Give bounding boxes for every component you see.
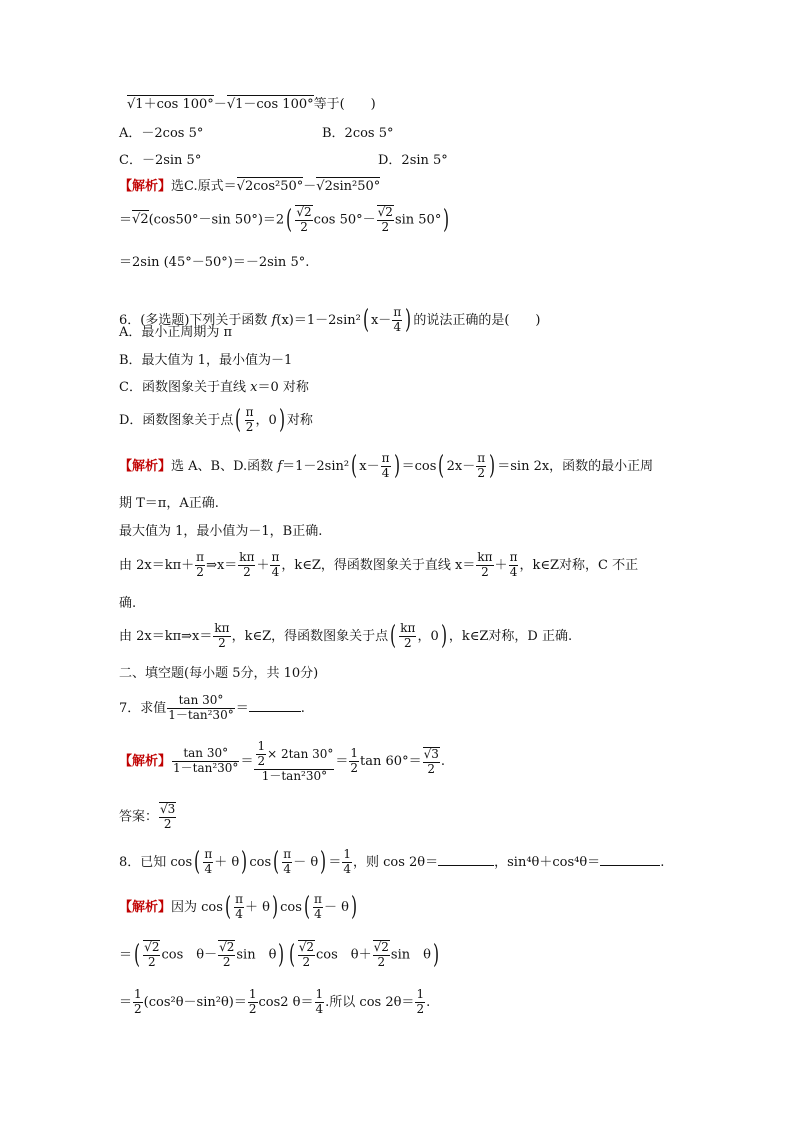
frac-den: 2 (427, 761, 436, 776)
q7-solution (119, 740, 445, 783)
q6-frac-pi2 (195, 551, 205, 580)
q8-stem-pre: 8．已知 cos (119, 854, 193, 870)
paren-close: ) (271, 892, 279, 923)
q7-sol-eq: ＝ (335, 754, 349, 770)
frac-den: 4 (393, 319, 402, 334)
q6-sol4-arrow: ⇒x＝ (206, 557, 238, 573)
q5-stem-tail: 等于( ) (313, 97, 376, 112)
q8-sol2c: cos θ＋ (316, 947, 372, 963)
frac-den: 2 (404, 635, 412, 650)
q6-sol1-tail: ＝sin 2x，函数的最小正周 (497, 458, 654, 474)
q8-eq: ＝ (119, 994, 133, 1010)
q6-sol4-tail: ，k∈Z对称，C 不正 (519, 557, 639, 573)
q6-sol4-pre: 由 2x＝kπ＋ (119, 557, 195, 573)
q6-solution-line4 (119, 551, 638, 580)
frac-num: kπ (400, 621, 416, 635)
q7-sol-eq: ＝ (240, 754, 254, 770)
frac-num: 1 (248, 987, 257, 1001)
q7-half (349, 747, 359, 776)
paren-close: ) (440, 621, 447, 652)
q6-func-name: f (277, 458, 283, 474)
paren-open: ( (390, 621, 397, 652)
q8-sol2a: cos θ－ (161, 947, 218, 963)
q8-cos: cos (280, 899, 302, 915)
frac-den: 1－tan²30° (173, 761, 239, 776)
solution-tag: 【解析】 (119, 179, 172, 194)
q8-frac-half (415, 988, 425, 1017)
q6-option-b: B．最大值为 1，最小值为－1 (119, 353, 293, 368)
paren-open: ( (362, 305, 369, 336)
solution-tag: 【解析】 (119, 899, 172, 915)
paren-close: ) (278, 405, 285, 436)
paren-close: ) (393, 451, 400, 482)
frac-den: 2 (350, 761, 359, 776)
frac-num: √ 2 (143, 940, 160, 956)
frac-den: 4 (314, 906, 322, 921)
q5-root-b: √ 1－cos 100° (227, 95, 314, 112)
q7-tan60: tan 60°＝ (360, 754, 422, 770)
frac-num: tan 30° (167, 694, 234, 709)
frac-num: √ 3 (159, 802, 176, 818)
q5-sol1-root2: √ 2sin²50° (316, 177, 380, 194)
frac-num: kπ (239, 550, 255, 564)
frac-den: 4 (315, 1001, 324, 1016)
paren-close: ) (405, 305, 412, 336)
q7-big-frac (254, 740, 334, 783)
frac-den: 1－tan²30° (168, 707, 234, 722)
frac-num: 1 (350, 746, 359, 761)
frac-num: √ 2 (218, 940, 235, 956)
q8-frac-14 (315, 988, 325, 1017)
q7-result (423, 747, 440, 777)
frac-num: π (235, 892, 243, 906)
frac-num: kπ (214, 621, 230, 635)
q6-plus: ＋ (494, 557, 508, 573)
frac-den: 2 (381, 219, 390, 234)
frac-den: 2 (218, 635, 226, 650)
section-heading: 二、填空题(每小题 5分，共 10分) (119, 666, 319, 681)
frac-den: 4 (271, 564, 280, 579)
q6-solution-line5: 确. (119, 596, 137, 611)
q5-root-a: √ 1＋cos 100° (127, 95, 214, 112)
q7-half (256, 740, 266, 769)
frac-den: 2 (377, 954, 386, 969)
q5-frac-2 (377, 205, 394, 235)
paren-close: ) (432, 939, 440, 970)
q6-opt-d-mid: ，0 (255, 412, 277, 428)
q5-sol2-root: √ 2 (132, 210, 149, 227)
q6-solution-line6 (119, 622, 572, 651)
q6-func-name: f (271, 312, 277, 328)
q8-p2: － θ (293, 854, 319, 870)
q6-frac-pi4 (392, 306, 402, 335)
q6-option-d (119, 406, 313, 435)
q6-sol4-mid: ，k∈Z，得函数图象关于直线 x＝ (281, 557, 476, 573)
solution-tag: 【解析】 (119, 458, 172, 474)
frac-den: 2 (243, 564, 251, 579)
paren-open: ( (286, 204, 293, 235)
q8-sol3c: .所以 cos 2θ＝ (325, 994, 415, 1010)
q8-sol3b: cos2 θ＝ (258, 994, 314, 1010)
q8-sol3d: . (426, 994, 431, 1010)
frac-num: √ 3 (423, 747, 440, 763)
frac-den: 2 (300, 219, 308, 234)
frac-den: 2 (257, 753, 266, 768)
q5-sol1-text: 选C.原式＝ (171, 179, 237, 194)
q8-frac-r2 (373, 940, 390, 970)
q6-opt-d-tail: 对称 (286, 412, 313, 428)
q5-sol2-eq: ＝ (119, 212, 133, 228)
frac-den: 2 (245, 419, 254, 434)
frac-num: π (509, 550, 518, 564)
paren-open: ( (288, 939, 295, 970)
frac-num: π (245, 405, 254, 419)
q8-solution-line2 (119, 940, 441, 970)
q8-sol2d: sin θ (390, 947, 431, 963)
frac-den: 1－tan²30° (261, 768, 328, 783)
frac-den: 2 (196, 564, 204, 579)
q6-opt-c-pre: C．函数图象关于直线 (119, 380, 251, 395)
q7-num-tail: × 2tan 30° (267, 746, 334, 761)
frac-den: 4 (283, 861, 292, 876)
q6-opt-c-tail: ＝0 对称 (257, 380, 309, 395)
frac-num: 1 (343, 847, 351, 861)
q7-frac (172, 747, 239, 776)
q6-sol1-eq: ＝cos (401, 458, 437, 474)
frac-num: π (477, 451, 486, 465)
frac-den: 2 (481, 564, 489, 579)
q6-sol1-2x: 2x－ (446, 458, 476, 474)
q8-sol2b: sin θ (236, 947, 277, 963)
frac-num: π (393, 305, 402, 319)
q6-solution-line2: 期 T＝π，A正确. (119, 496, 219, 511)
solution-tag: 【解析】 (119, 754, 172, 770)
q7-end: . (300, 700, 305, 716)
paren-close: ) (278, 939, 285, 970)
q8-solution-line1 (119, 893, 359, 922)
q6-sol6-pre: 由 2x＝kπ⇒x＝ (119, 628, 213, 644)
q8-answer-blank-2[interactable] (600, 865, 660, 866)
q6-sol6-mid: ，k∈Z，得函数图象关于点 (231, 628, 389, 644)
frac-num: 1 (134, 987, 142, 1001)
q8-frac-r2 (298, 940, 315, 970)
paren-open: ( (303, 892, 311, 923)
frac-num: √ 2 (373, 940, 390, 956)
paren-close: ) (443, 204, 450, 235)
q7-end: . (440, 754, 446, 770)
q5-option-a: A．－2cos 5° (119, 126, 204, 141)
q6-option-a: A．最小正周期为 π (119, 325, 233, 340)
frac-den: 2 (416, 1001, 425, 1016)
frac-num: √ 2 (377, 205, 394, 221)
frac-num: π (283, 847, 292, 861)
q6-solution-line1 (119, 452, 653, 481)
q6-stem-expr: (x)＝1－2sin² (276, 312, 361, 328)
paren-close: ) (489, 451, 496, 482)
frac-den: 2 (222, 954, 231, 969)
frac-num: tan 30° (172, 747, 239, 762)
q6-sol1-pre: 选 A、B、D.函数 (171, 458, 278, 474)
frac-num: √ 2 (298, 940, 315, 956)
q8-mid: ，则 cos 2θ＝ (352, 854, 439, 870)
frac-den: 2 (134, 1001, 142, 1016)
q6-sol1-mid: ＝1－2sin² (282, 458, 350, 474)
q8-solution-line3 (119, 988, 430, 1017)
q6-frac-pi2 (245, 406, 255, 435)
q8-eq: ＝ (328, 854, 342, 870)
q5-sol2-term2: sin 50° (394, 212, 442, 228)
paren-open: ( (351, 451, 358, 482)
paren-open: ( (134, 939, 141, 970)
q5-frac-1 (295, 205, 312, 235)
q8-p2: － θ (323, 899, 349, 915)
q6-stem-tail: 的说法正确的是( ) (413, 312, 541, 328)
paren-open: ( (273, 847, 280, 878)
q6-stem-xm: x－ (370, 312, 392, 328)
q5-solution-line3: ＝2sin (45°－50°)＝－2sin 5°. (119, 255, 310, 270)
q5-sol1-root1: √ 2cos²50° (237, 177, 304, 194)
q6-frac-kpi2 (476, 551, 493, 580)
q8-frac-r2 (218, 940, 235, 970)
q6-sol1-xm: x－ (359, 458, 380, 474)
q6-sol6-zero: ，0 (417, 628, 439, 644)
q8-cos: cos (249, 854, 272, 870)
q8-frac-pi4 (313, 893, 323, 922)
q8-sol3a: (cos²θ－sin²θ)＝ (143, 994, 247, 1010)
paren-open: ( (194, 847, 201, 878)
frac-den: 4 (343, 861, 351, 876)
q6-opt-c-x: x (250, 380, 258, 395)
q6-stem-pre: 6．(多选题)下列关于函数 (119, 312, 272, 328)
q7-stem-pre: 7．求值 (119, 700, 167, 716)
frac-num: π (271, 550, 280, 564)
q6-frac-pi4 (381, 452, 391, 481)
q6-opt-d-pre: D．函数图象关于点 (119, 412, 234, 428)
q5-sol2-mid: (cos50°－sin 50°)＝2 (148, 212, 285, 228)
q5-stem (127, 98, 376, 111)
q6-option-c (119, 381, 309, 394)
frac-den: 2 (163, 816, 172, 831)
frac-num: √ 2 (295, 205, 312, 221)
frac-den: 2 (248, 1001, 257, 1016)
q7-eq: ＝ (235, 700, 249, 716)
frac-num: π (196, 550, 205, 564)
paren-open: ( (438, 451, 445, 482)
q5-sol2-term1: cos 50°－ (313, 212, 376, 228)
paren-open: ( (224, 892, 232, 923)
q6-frac-kpi2 (238, 551, 255, 580)
q5-sol1-minus: － (303, 179, 317, 194)
q7-stem (119, 694, 305, 723)
frac-den: 4 (509, 564, 518, 579)
q7-answer-value (159, 802, 176, 832)
q5-option-c: C．－2sin 5° (119, 153, 202, 168)
q7-answer-blank[interactable] (249, 711, 301, 712)
q8-frac-pi4 (234, 893, 244, 922)
q8-p1: ＋ θ (244, 899, 270, 915)
q8-frac-half (248, 988, 258, 1017)
paren-close: ) (241, 847, 248, 878)
q8-stem (119, 848, 664, 877)
q6-sol6-tail: ，k∈Z对称，D 正确. (448, 628, 573, 644)
q6-frac-pi4 (270, 551, 280, 580)
q5-solution-line2 (119, 205, 451, 235)
q5-option-d: D．2sin 5° (378, 153, 448, 168)
q8-p1: ＋ θ (214, 854, 240, 870)
frac-den: 4 (381, 465, 390, 480)
q8-frac-pi4 (203, 848, 213, 877)
q6-frac-pi2 (476, 452, 486, 481)
q8-end: . (660, 854, 665, 870)
q6-frac-pi4 (509, 551, 519, 580)
q8-mid2: ，sin⁴θ＋cos⁴θ＝ (494, 854, 601, 870)
q8-frac-pi4 (282, 848, 292, 877)
q6-solution-line3: 最大值为 1，最小值为－1，B正确. (119, 524, 323, 539)
q8-sol1: 因为 cos (171, 899, 223, 915)
q5-option-b: B．2cos 5° (322, 126, 394, 141)
q6-plus: ＋ (256, 557, 270, 573)
frac-num: 1 (257, 739, 266, 753)
frac-num: π (381, 451, 390, 465)
q8-frac-half (133, 988, 143, 1017)
frac-num: π (204, 847, 213, 861)
q8-frac-14 (342, 848, 352, 877)
frac-num: kπ (477, 550, 493, 564)
q6-frac-kpi2 (213, 622, 230, 651)
q5-minus: － (213, 97, 227, 112)
frac-den: 2 (302, 954, 311, 969)
q8-frac-r2 (143, 940, 160, 970)
q8-answer-blank-1[interactable] (438, 865, 494, 866)
frac-num: π (314, 892, 322, 906)
frac-num: 1 (416, 987, 425, 1001)
q8-eq: ＝ (119, 947, 133, 963)
q5-solution-line1 (119, 180, 380, 193)
frac-den: 2 (477, 465, 485, 480)
frac-num (254, 740, 334, 770)
answer-label: 答案： (119, 809, 159, 825)
q7-frac (167, 694, 234, 723)
frac-num: 1 (315, 987, 324, 1001)
paren-close: ) (320, 847, 327, 878)
frac-den: 4 (235, 906, 243, 921)
paren-close: ) (350, 892, 358, 923)
frac-den: 2 (148, 954, 156, 969)
q6-frac-kpi2 (399, 622, 416, 651)
q7-answer (119, 802, 177, 832)
frac-den: 4 (204, 861, 213, 876)
paren-open: ( (235, 405, 242, 436)
